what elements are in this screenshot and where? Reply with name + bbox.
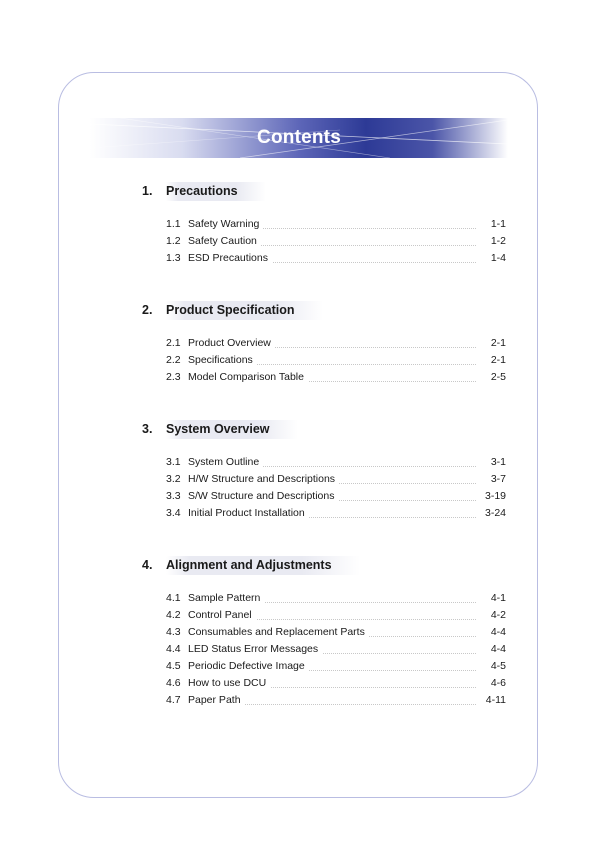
entry-page: 3-1 bbox=[487, 456, 506, 468]
entry-number: 3.2 bbox=[166, 473, 181, 485]
section-title: Product Specification bbox=[166, 301, 323, 320]
toc-entry[interactable] bbox=[142, 337, 508, 354]
entry-page: 2-5 bbox=[487, 371, 506, 383]
entry-label: How to use DCU bbox=[188, 677, 270, 689]
entry-list bbox=[142, 218, 508, 269]
entry-label: System Outline bbox=[188, 456, 263, 468]
entry-label: Sample Pattern bbox=[188, 592, 264, 604]
page-title: Contents bbox=[257, 127, 341, 148]
entry-page: 3-24 bbox=[481, 507, 506, 519]
section-title: Precautions bbox=[166, 182, 266, 201]
toc-entry[interactable] bbox=[142, 677, 508, 694]
entry-list bbox=[142, 456, 508, 524]
section-heading[interactable] bbox=[142, 182, 508, 204]
toc-entry[interactable] bbox=[142, 490, 508, 507]
toc-entry[interactable] bbox=[142, 643, 508, 660]
entry-list bbox=[142, 337, 508, 388]
toc-entry[interactable] bbox=[142, 507, 508, 524]
entry-label: ESD Precautions bbox=[188, 252, 272, 264]
section-title: Alignment and Adjustments bbox=[166, 556, 360, 575]
entry-label: S/W Structure and Descriptions bbox=[188, 490, 338, 502]
entry-label: Consumables and Replacement Parts bbox=[188, 626, 369, 638]
entry-page: 4-6 bbox=[487, 677, 506, 689]
entry-number: 3.3 bbox=[166, 490, 181, 502]
entry-label: Paper Path bbox=[188, 694, 245, 706]
entry-page: 2-1 bbox=[487, 337, 506, 349]
toc-entry[interactable] bbox=[142, 235, 508, 252]
section-title: System Overview bbox=[166, 420, 298, 439]
entry-page: 3-19 bbox=[481, 490, 506, 502]
entry-page: 4-11 bbox=[482, 694, 506, 706]
entry-list bbox=[142, 592, 508, 711]
entry-number: 4.6 bbox=[166, 677, 181, 689]
entry-number: 2.2 bbox=[166, 354, 181, 366]
entry-number: 1.2 bbox=[166, 235, 181, 247]
toc-section bbox=[142, 420, 508, 524]
section-number: 4. bbox=[142, 558, 153, 572]
toc-entry[interactable] bbox=[142, 218, 508, 235]
toc-section bbox=[142, 556, 508, 711]
section-number: 1. bbox=[142, 184, 153, 198]
entry-number: 4.7 bbox=[166, 694, 181, 706]
entry-number: 1.1 bbox=[166, 218, 181, 230]
entry-label: Periodic Defective Image bbox=[188, 660, 309, 672]
entry-page: 1-1 bbox=[487, 218, 506, 230]
entry-label: Initial Product Installation bbox=[188, 507, 309, 519]
entry-number: 1.3 bbox=[166, 252, 181, 264]
toc-entry[interactable] bbox=[142, 473, 508, 490]
section-heading[interactable] bbox=[142, 301, 508, 323]
entry-label: Specifications bbox=[188, 354, 257, 366]
entry-label: Safety Caution bbox=[188, 235, 261, 247]
entry-number: 3.1 bbox=[166, 456, 181, 468]
entry-label: Model Comparison Table bbox=[188, 371, 308, 383]
entry-number: 2.1 bbox=[166, 337, 181, 349]
entry-number: 4.4 bbox=[166, 643, 181, 655]
toc-entry[interactable] bbox=[142, 694, 508, 711]
toc-entry[interactable] bbox=[142, 354, 508, 371]
entry-page: 4-1 bbox=[487, 592, 506, 604]
entry-number: 4.5 bbox=[166, 660, 181, 672]
entry-page: 4-4 bbox=[487, 643, 506, 655]
entry-number: 4.3 bbox=[166, 626, 181, 638]
section-heading[interactable] bbox=[142, 420, 508, 442]
section-heading[interactable] bbox=[142, 556, 508, 578]
entry-label: Product Overview bbox=[188, 337, 275, 349]
toc-section bbox=[142, 301, 508, 388]
entry-label: LED Status Error Messages bbox=[188, 643, 322, 655]
entry-page: 3-7 bbox=[487, 473, 506, 485]
toc-section bbox=[142, 182, 508, 269]
toc-entry[interactable] bbox=[142, 626, 508, 643]
entry-label: Safety Warning bbox=[188, 218, 263, 230]
entry-page: 4-4 bbox=[487, 626, 506, 638]
section-number: 2. bbox=[142, 303, 153, 317]
entry-page: 4-5 bbox=[487, 660, 506, 672]
contents-banner bbox=[90, 118, 508, 158]
entry-page: 1-4 bbox=[487, 252, 506, 264]
entry-page: 4-2 bbox=[487, 609, 506, 621]
toc-entry[interactable] bbox=[142, 660, 508, 677]
entry-number: 4.2 bbox=[166, 609, 181, 621]
section-number: 3. bbox=[142, 422, 153, 436]
toc-entry[interactable] bbox=[142, 609, 508, 626]
toc-entry[interactable] bbox=[142, 252, 508, 269]
toc-entry[interactable] bbox=[142, 371, 508, 388]
entry-label: H/W Structure and Descriptions bbox=[188, 473, 339, 485]
entry-page: 2-1 bbox=[487, 354, 506, 366]
toc-entry[interactable] bbox=[142, 456, 508, 473]
entry-number: 4.1 bbox=[166, 592, 181, 604]
entry-number: 2.3 bbox=[166, 371, 181, 383]
entry-page: 1-2 bbox=[487, 235, 506, 247]
entry-number: 3.4 bbox=[166, 507, 181, 519]
toc-entry[interactable] bbox=[142, 592, 508, 609]
entry-label: Control Panel bbox=[188, 609, 256, 621]
